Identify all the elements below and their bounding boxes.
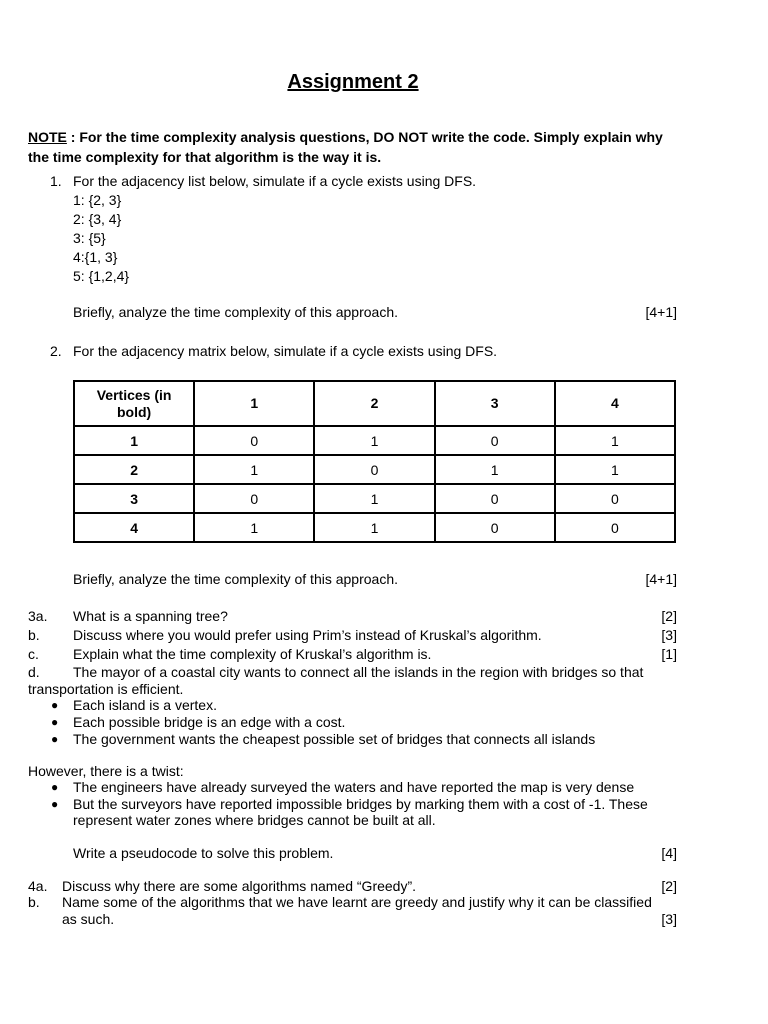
q1-number: 1. <box>50 173 62 189</box>
q1-prompt: For the adjacency list below, simulate if a cycle exists using DFS. <box>73 173 477 189</box>
vertex-cell: 3 <box>74 484 194 513</box>
q2-analyze: Briefly, analyze the time complexity of this approach. <box>73 571 399 587</box>
q2-number: 2. <box>50 343 62 359</box>
table-header-row <box>74 381 675 426</box>
q3d-line-1: The mayor of a coastal city wants to connect all the islands in the region with bridges so that <box>73 664 644 680</box>
bullet-icon: ● <box>51 780 59 794</box>
q3d-label: d. <box>28 664 40 680</box>
table-header-cell: 1 <box>194 381 314 426</box>
q3c-marks: [1] <box>661 646 677 662</box>
table-cell: 1 <box>194 513 314 542</box>
q1-adjacency-line-5: 5: {1,2,4} <box>73 268 130 284</box>
page-title: Assignment 2 <box>287 71 419 93</box>
table-cell: 1 <box>555 455 675 484</box>
q3b-text: Discuss where you would prefer using Prim’s instead of Kruskal’s algorithm. <box>73 627 542 643</box>
q3d-bullet-1: Each island is a vertex. <box>73 697 217 713</box>
q3c-label: c. <box>28 646 39 662</box>
note-label: NOTE <box>28 129 67 145</box>
q3b-marks: [3] <box>661 627 677 643</box>
table-cell: 1 <box>435 455 555 484</box>
table-cell: 0 <box>555 513 675 542</box>
table-cell: 1 <box>314 426 434 455</box>
table-cell: 1 <box>314 484 434 513</box>
q2-marks: [4+1] <box>645 571 677 587</box>
q3d-twist-bullet-2-cont: represent water zones where bridges cannot be built at all. <box>73 812 436 828</box>
table-cell: 0 <box>435 426 555 455</box>
table-row <box>74 484 675 513</box>
q4b-label: b. <box>28 894 40 910</box>
q3a-marks: [2] <box>661 608 677 624</box>
bullet-icon: ● <box>51 732 59 746</box>
table-cell: 1 <box>555 426 675 455</box>
q4a-text: Discuss why there are some algorithms named “Greedy”. <box>62 878 417 894</box>
q3d-twist-bullet-1: The engineers have already surveyed the waters and have reported the map is very dense <box>73 779 635 795</box>
q3d-task: Write a pseudocode to solve this problem. <box>73 845 334 861</box>
table-cell: 0 <box>435 484 555 513</box>
table-cell: 0 <box>314 455 434 484</box>
table-row <box>74 455 675 484</box>
q4a-label: 4a. <box>28 878 48 894</box>
q1-analyze: Briefly, analyze the time complexity of this approach. <box>73 304 399 320</box>
vertex-cell: 1 <box>74 426 194 455</box>
q3d-bullet-2: Each possible bridge is an edge with a cost. <box>73 714 346 730</box>
table-cell: 0 <box>435 513 555 542</box>
bullet-icon: ● <box>51 715 59 729</box>
note-paragraph <box>28 127 678 167</box>
q3b-label: b. <box>28 627 40 643</box>
q1-adjacency-line-2: 2: {3, 4} <box>73 211 122 227</box>
q2-prompt: For the adjacency matrix below, simulate if a cycle exists using DFS. <box>73 343 498 359</box>
table-cell: 1 <box>194 455 314 484</box>
q3c-text: Explain what the time complexity of Kruskal’s algorithm is. <box>73 646 432 662</box>
vertex-cell: 2 <box>74 455 194 484</box>
table-header-cell: 2 <box>314 381 434 426</box>
q3d-bullet-3: The government wants the cheapest possible set of bridges that connects all islands <box>73 731 596 747</box>
q3d-twist: However, there is a twist: <box>28 763 184 779</box>
bullet-icon: ● <box>51 698 59 712</box>
q3d-line-2: transportation is efficient. <box>28 681 184 697</box>
table-cell: 0 <box>194 426 314 455</box>
table-header-cell: Vertices (in bold) <box>74 381 194 426</box>
q4b-line-2: as such. <box>62 911 115 927</box>
adjacency-matrix-table <box>73 380 676 543</box>
q1-adjacency-line-1: 1: {2, 3} <box>73 192 122 208</box>
q4b-line-1: Name some of the algorithms that we have learnt are greedy and justify why it can be classified <box>62 894 652 910</box>
q4b-marks: [3] <box>661 911 677 927</box>
q1-adjacency-line-3: 3: {5} <box>73 230 106 246</box>
table-row <box>74 513 675 542</box>
q4a-marks: [2] <box>661 878 677 894</box>
q3d-twist-bullet-2: But the surveyors have reported impossible bridges by marking them with a cost of -1. These <box>73 796 648 812</box>
q1-adjacency-line-4: 4:{1, 3} <box>73 249 118 265</box>
q3a-label: 3a. <box>28 608 48 624</box>
vertex-cell: 4 <box>74 513 194 542</box>
table-cell: 0 <box>555 484 675 513</box>
q3a-text: What is a spanning tree? <box>73 608 228 624</box>
table-cell: 0 <box>194 484 314 513</box>
q1-marks: [4+1] <box>645 304 677 320</box>
bullet-icon: ● <box>51 797 59 811</box>
note-text: : For the time complexity analysis questions, DO NOT write the code. Simply explain why the time complexity for that algorithm is the way it is. <box>28 129 663 165</box>
table-header-cell: 3 <box>435 381 555 426</box>
table-row <box>74 426 675 455</box>
table-cell: 1 <box>314 513 434 542</box>
table-header-cell: 4 <box>555 381 675 426</box>
q3d-marks: [4] <box>661 845 677 861</box>
